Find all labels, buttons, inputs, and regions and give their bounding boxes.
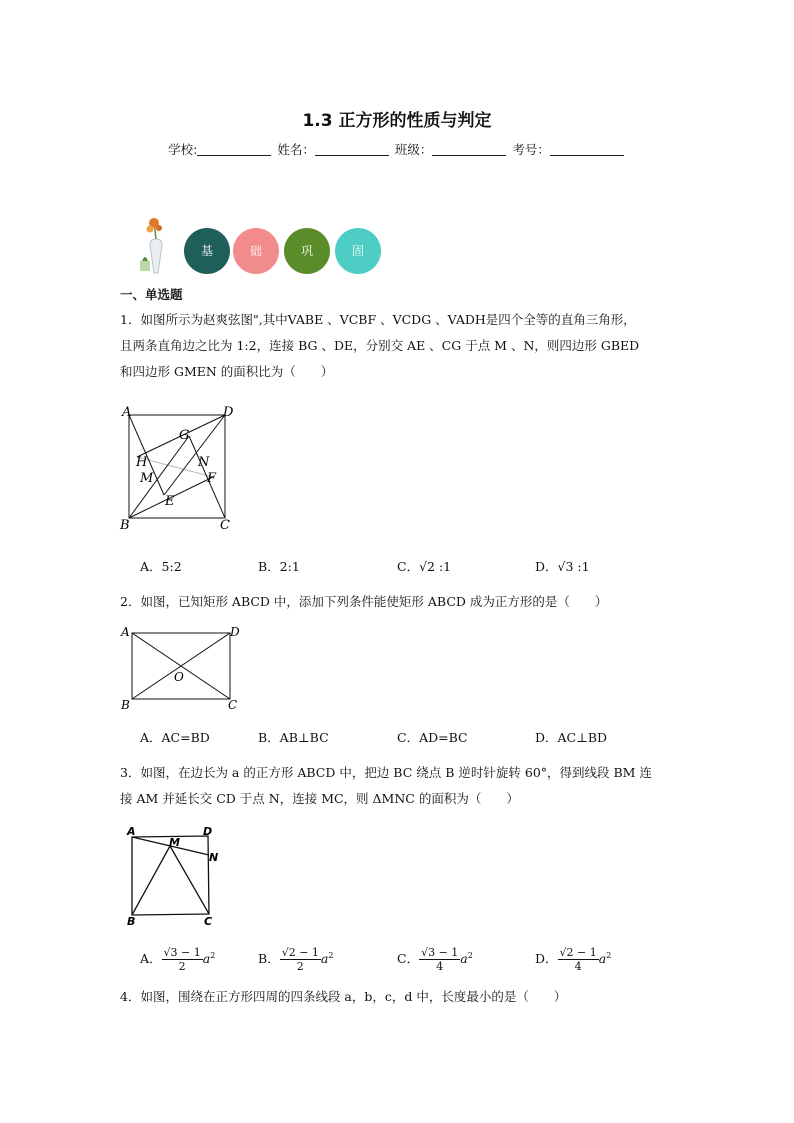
q1-label-a: A	[122, 405, 132, 420]
q2-option-d[interactable]: D．AC⊥BD	[535, 730, 608, 745]
q1-label-n: N	[198, 455, 210, 470]
school-blank[interactable]	[197, 143, 271, 156]
q3-label-c: C	[204, 915, 213, 928]
q2-line1: 2．如图，已知矩形 ABCD 中，添加下列条件能使矩形 ABCD 成为正方形的是（ ）	[120, 594, 608, 609]
q1-label-c: C	[220, 518, 230, 533]
q2-option-c[interactable]: C．AD=BC	[397, 730, 468, 745]
q1-label-m: M	[140, 471, 154, 486]
number-label: 考号：	[512, 142, 550, 157]
class-label: 班级：	[394, 142, 433, 157]
q1-line2: 且两条直角边之比为 1:2，连接 BG 、DE，分别交 AE 、CG 于点 M 、N，则四边形 GBED	[120, 338, 640, 353]
circle-ji: 基	[184, 228, 230, 274]
q1-label-d: D	[223, 405, 234, 420]
q2-label-a: A	[121, 625, 130, 639]
q3-figure	[120, 824, 220, 928]
q3-label-a: A	[127, 825, 136, 838]
class-blank[interactable]	[432, 143, 506, 156]
question-4	[120, 984, 680, 1010]
question-2	[120, 589, 680, 615]
q1-label-h: H	[136, 455, 148, 470]
q1-line3: 和四边形 GMEN 的面积比为（ ）	[120, 364, 334, 379]
plant-vase-icon	[136, 215, 176, 275]
question-1	[120, 307, 680, 385]
q3-label-b: B	[127, 915, 136, 928]
q2-label-c: C	[228, 698, 238, 712]
q1-option-b[interactable]: B．2:1	[258, 559, 300, 574]
student-info-line	[0, 140, 794, 158]
q1-option-d[interactable]: D．√3 :1	[535, 559, 590, 574]
q3-line1: 3．如图，在边长为 a 的正方形 ABCD 中，把边 BC 绕点 B 逆时针旋转 60°，得到线段 BM 连	[120, 765, 652, 780]
q3-line2: 接 AM 并延长交 CD 于点 N，连接 MC，则 ΔMNC 的面积为（ ）	[120, 791, 519, 806]
q1-option-a[interactable]: A．5:2	[140, 559, 182, 574]
page-title: 1.3 正方形的性质与判定	[302, 111, 492, 131]
q1-label-f: F	[207, 471, 217, 486]
q1-figure	[118, 402, 248, 536]
q2-figure	[118, 623, 248, 715]
q1-label-b: B	[120, 518, 130, 533]
circle-gong: 巩	[284, 228, 330, 274]
q2-option-b[interactable]: B．AB⊥BC	[258, 730, 329, 745]
q1-label-e: E	[165, 494, 175, 509]
q3-label-n: N	[209, 851, 219, 864]
q3-label-d: D	[203, 825, 213, 838]
number-blank[interactable]	[550, 143, 624, 156]
school-label: 学校:	[168, 142, 198, 157]
q1-label-g: G	[179, 428, 190, 443]
question-3	[120, 760, 680, 812]
q2-option-a[interactable]: A．AC=BD	[140, 730, 210, 745]
circle-chu: 础	[233, 228, 279, 274]
q3-option-c[interactable]: C． $\frac{√3 - 1}{4}$ $a^2$	[397, 946, 473, 973]
q4-line1: 4．如图，围绕在正方形四周的四条线段 a，b，c，d 中，长度最小的是（ ）	[120, 989, 567, 1004]
q2-label-d: D	[230, 625, 240, 639]
q3-label-m: M	[169, 836, 180, 849]
q2-label-o: O	[174, 670, 184, 684]
name-label: 姓名：	[277, 142, 315, 157]
name-blank[interactable]	[315, 143, 389, 156]
section-heading: 一、单选题	[120, 287, 183, 302]
q3-option-b[interactable]: B． $\frac{√2 - 1}{2}$ $a^2$	[258, 946, 334, 973]
circle-gu: 固	[335, 228, 381, 274]
q1-option-c[interactable]: C．√2 :1	[397, 559, 452, 574]
q3-option-d[interactable]: D． $\frac{√2 - 1}{4}$ $a^2$	[535, 946, 612, 973]
q3-option-a[interactable]: A． $\frac{√3 - 1}{2}$ $a^2$	[140, 946, 216, 973]
q1-line1: 1．如图所示为赵爽弦图",其中VABE 、VCBF 、VCDG 、VADH是四个全等的直角三角形，	[120, 312, 636, 327]
q2-label-b: B	[121, 698, 130, 712]
